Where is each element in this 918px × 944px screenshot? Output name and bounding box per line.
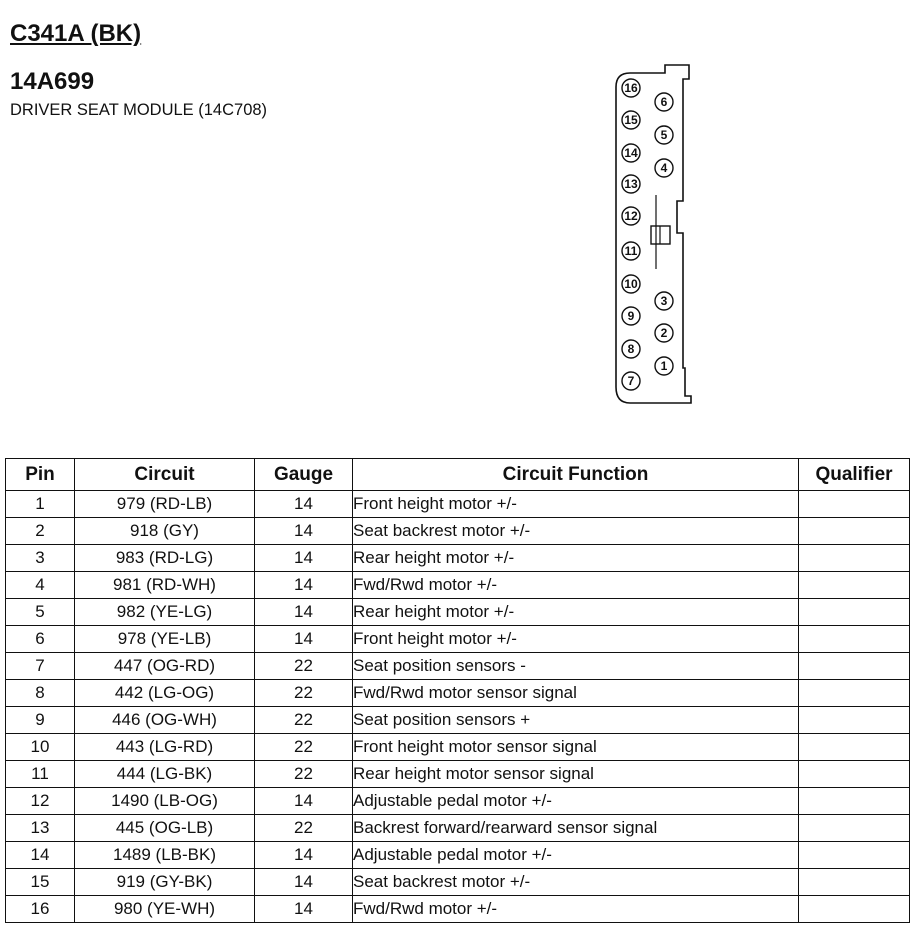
table-row bbox=[6, 815, 910, 842]
qualifier-cell bbox=[799, 599, 910, 626]
pin-label-left: 11 bbox=[624, 244, 638, 258]
qualifier-cell bbox=[799, 653, 910, 680]
circuit-function-cell: Fwd/Rwd motor +/- bbox=[353, 896, 799, 923]
pin-cell: 4 bbox=[6, 572, 75, 599]
circuit-cell: 446 (OG-WH) bbox=[75, 707, 255, 734]
circuit-cell: 978 (YE-LB) bbox=[75, 626, 255, 653]
qualifier-cell bbox=[799, 518, 910, 545]
gauge-cell: 22 bbox=[255, 707, 353, 734]
pin-cell: 14 bbox=[6, 842, 75, 869]
gauge-cell: 14 bbox=[255, 545, 353, 572]
pin-label-right: 5 bbox=[660, 128, 668, 142]
pin-label-right: 2 bbox=[660, 326, 668, 340]
qualifier-cell bbox=[799, 896, 910, 923]
table-body bbox=[6, 491, 910, 923]
table-row bbox=[6, 761, 910, 788]
connector-face-diagram bbox=[600, 55, 720, 415]
pin-cell: 15 bbox=[6, 869, 75, 896]
gauge-cell: 14 bbox=[255, 626, 353, 653]
gauge-cell: 22 bbox=[255, 680, 353, 707]
qualifier-cell bbox=[799, 572, 910, 599]
pin-cell: 1 bbox=[6, 491, 75, 518]
pin-cell: 5 bbox=[6, 599, 75, 626]
pin-label-right: 3 bbox=[660, 294, 668, 308]
circuit-function-cell: Fwd/Rwd motor +/- bbox=[353, 572, 799, 599]
header-gauge: Gauge bbox=[255, 459, 353, 491]
circuit-cell: 1490 (LB-OG) bbox=[75, 788, 255, 815]
pin-label-right: 4 bbox=[660, 161, 668, 175]
pin-cell: 16 bbox=[6, 896, 75, 923]
circuit-cell: 979 (RD-LB) bbox=[75, 491, 255, 518]
circuit-function-cell: Adjustable pedal motor +/- bbox=[353, 788, 799, 815]
pin-cell: 12 bbox=[6, 788, 75, 815]
circuit-cell: 445 (OG-LB) bbox=[75, 815, 255, 842]
table-row bbox=[6, 626, 910, 653]
table-header-row bbox=[6, 459, 910, 491]
gauge-cell: 22 bbox=[255, 653, 353, 680]
connector-title: C341A (BK) bbox=[10, 20, 142, 47]
table-row bbox=[6, 599, 910, 626]
pin-label-left: 13 bbox=[624, 177, 638, 191]
circuit-cell: 918 (GY) bbox=[75, 518, 255, 545]
circuit-cell: 982 (YE-LG) bbox=[75, 599, 255, 626]
circuit-function-cell: Seat position sensors - bbox=[353, 653, 799, 680]
pin-label-left: 12 bbox=[624, 209, 638, 223]
table-row bbox=[6, 680, 910, 707]
table-row bbox=[6, 734, 910, 761]
circuit-function-cell: Backrest forward/rearward sensor signal bbox=[353, 815, 799, 842]
table-row bbox=[6, 572, 910, 599]
circuit-cell: 981 (RD-WH) bbox=[75, 572, 255, 599]
circuit-function-cell: Front height motor sensor signal bbox=[353, 734, 799, 761]
circuit-cell: 980 (YE-WH) bbox=[75, 896, 255, 923]
gauge-cell: 14 bbox=[255, 572, 353, 599]
circuit-cell: 442 (LG-OG) bbox=[75, 680, 255, 707]
pin-label-left: 8 bbox=[627, 342, 635, 356]
circuit-cell: 919 (GY-BK) bbox=[75, 869, 255, 896]
gauge-cell: 14 bbox=[255, 842, 353, 869]
circuit-cell: 1489 (LB-BK) bbox=[75, 842, 255, 869]
pin-label-left: 9 bbox=[627, 309, 635, 323]
header-pin: Pin bbox=[6, 459, 75, 491]
table-row bbox=[6, 707, 910, 734]
gauge-cell: 14 bbox=[255, 869, 353, 896]
circuit-function-cell: Seat backrest motor +/- bbox=[353, 869, 799, 896]
circuit-function-cell: Rear height motor +/- bbox=[353, 599, 799, 626]
gauge-cell: 14 bbox=[255, 896, 353, 923]
pin-cell: 11 bbox=[6, 761, 75, 788]
gauge-cell: 22 bbox=[255, 815, 353, 842]
table-row bbox=[6, 491, 910, 518]
pin-cell: 2 bbox=[6, 518, 75, 545]
circuit-function-cell: Fwd/Rwd motor sensor signal bbox=[353, 680, 799, 707]
qualifier-cell bbox=[799, 761, 910, 788]
pin-label-left: 15 bbox=[624, 113, 638, 127]
circuit-function-cell: Rear height motor +/- bbox=[353, 545, 799, 572]
table-row bbox=[6, 869, 910, 896]
qualifier-cell bbox=[799, 491, 910, 518]
circuit-cell: 983 (RD-LG) bbox=[75, 545, 255, 572]
circuit-cell: 444 (LG-BK) bbox=[75, 761, 255, 788]
circuit-cell: 443 (LG-RD) bbox=[75, 734, 255, 761]
pinout-table bbox=[5, 458, 910, 923]
pin-cell: 10 bbox=[6, 734, 75, 761]
header-circuit: Circuit bbox=[75, 459, 255, 491]
header-circuit-function: Circuit Function bbox=[353, 459, 799, 491]
qualifier-cell bbox=[799, 842, 910, 869]
part-number: 14A699 bbox=[10, 68, 95, 95]
pin-label-left: 10 bbox=[624, 277, 638, 291]
table-row bbox=[6, 545, 910, 572]
pin-cell: 7 bbox=[6, 653, 75, 680]
circuit-function-cell: Front height motor +/- bbox=[353, 626, 799, 653]
pin-cell: 3 bbox=[6, 545, 75, 572]
circuit-function-cell: Rear height motor sensor signal bbox=[353, 761, 799, 788]
gauge-cell: 14 bbox=[255, 491, 353, 518]
gauge-cell: 14 bbox=[255, 788, 353, 815]
pin-label-left: 14 bbox=[624, 146, 638, 160]
pin-cell: 8 bbox=[6, 680, 75, 707]
circuit-function-cell: Seat backrest motor +/- bbox=[353, 518, 799, 545]
pin-cell: 6 bbox=[6, 626, 75, 653]
qualifier-cell bbox=[799, 734, 910, 761]
header-qualifier: Qualifier bbox=[799, 459, 910, 491]
pin-cell: 9 bbox=[6, 707, 75, 734]
table-row bbox=[6, 653, 910, 680]
qualifier-cell bbox=[799, 626, 910, 653]
pin-label-left: 16 bbox=[624, 81, 638, 95]
gauge-cell: 14 bbox=[255, 599, 353, 626]
qualifier-cell bbox=[799, 788, 910, 815]
gauge-cell: 14 bbox=[255, 518, 353, 545]
table-row bbox=[6, 518, 910, 545]
gauge-cell: 22 bbox=[255, 761, 353, 788]
qualifier-cell bbox=[799, 869, 910, 896]
circuit-function-cell: Adjustable pedal motor +/- bbox=[353, 842, 799, 869]
table-row bbox=[6, 896, 910, 923]
circuit-cell: 447 (OG-RD) bbox=[75, 653, 255, 680]
qualifier-cell bbox=[799, 545, 910, 572]
gauge-cell: 22 bbox=[255, 734, 353, 761]
qualifier-cell bbox=[799, 815, 910, 842]
pin-label-right: 6 bbox=[660, 95, 668, 109]
pin-cell: 13 bbox=[6, 815, 75, 842]
table-row bbox=[6, 788, 910, 815]
circuit-function-cell: Front height motor +/- bbox=[353, 491, 799, 518]
qualifier-cell bbox=[799, 707, 910, 734]
pin-label-right: 1 bbox=[660, 359, 668, 373]
pin-label-left: 7 bbox=[627, 374, 635, 388]
circuit-function-cell: Seat position sensors + bbox=[353, 707, 799, 734]
part-description: DRIVER SEAT MODULE (14C708) bbox=[10, 101, 268, 119]
table-row bbox=[6, 842, 910, 869]
qualifier-cell bbox=[799, 680, 910, 707]
